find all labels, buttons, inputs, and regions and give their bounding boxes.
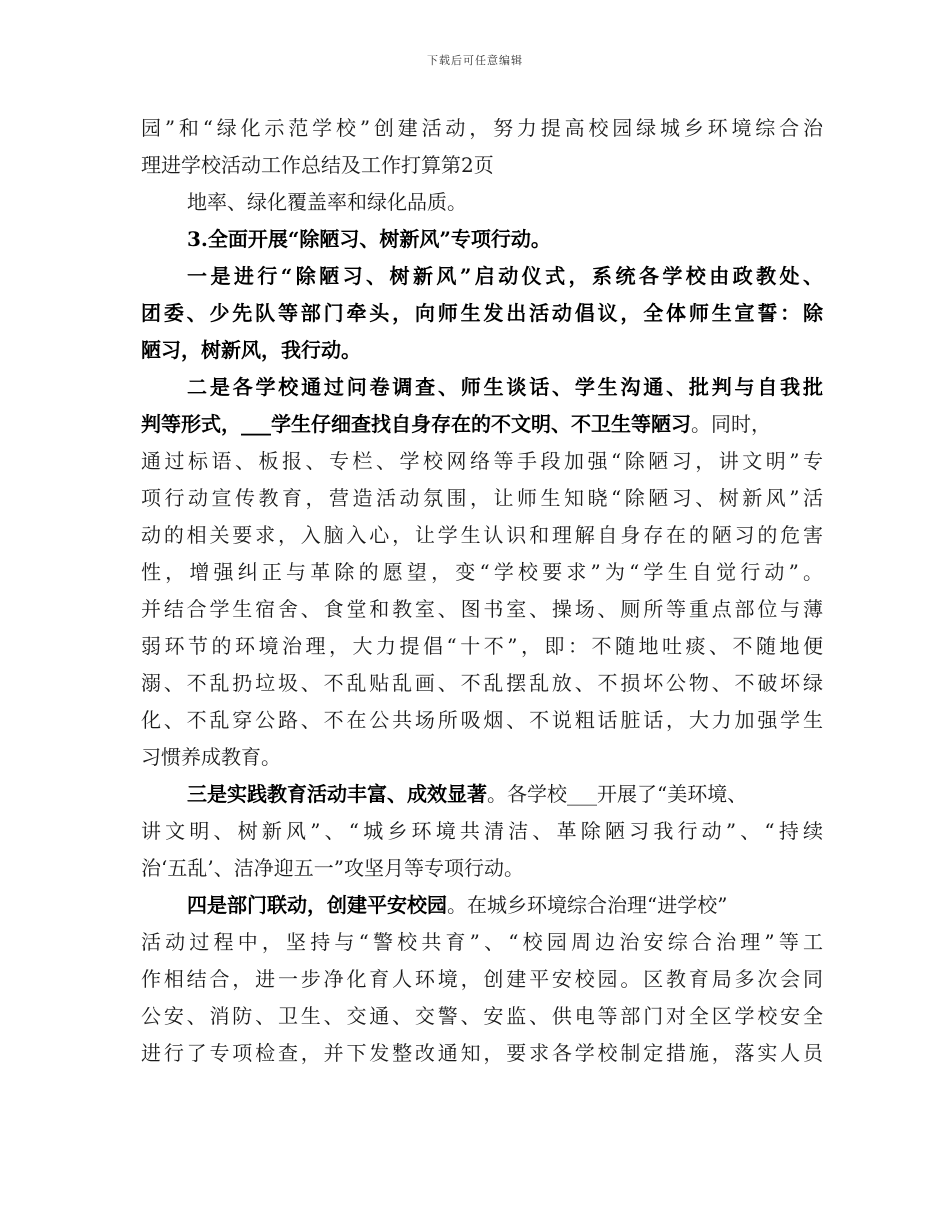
paragraph-line: 一是进行“除陋习、树新风”启动仪式，系统各学校由政教处、 — [187, 264, 823, 288]
section-heading: 3.全面开展“除陋习、树新风”专项行动。 — [187, 227, 551, 251]
paragraph-line — [141, 776, 823, 813]
paragraph-line: 化、不乱穿公路、不在公共场所吸烟、不说粗话脏话，大力加强学生 — [141, 708, 823, 732]
paragraph-line: 讲文明、树新风”、“城乡环境共清洁、革除陋习我行动”、“持续 — [141, 819, 823, 843]
paragraph-line: 二是各学校通过问卷调查、师生谈话、学生沟通、批判与自我批 — [187, 375, 823, 399]
paragraph-line: 习惯养成教育。 — [141, 745, 281, 769]
paragraph-line — [141, 887, 823, 924]
emphasis-text: 四是部门联动，创建平安校园 — [187, 893, 447, 917]
paragraph-line: 公安、消防、卫生、交通、交警、安监、供电等部门对全区学校安全 — [141, 1004, 823, 1028]
document-body — [141, 110, 823, 1072]
emphasis-text: 判等形式，___学生仔细查找自身存在的不文明、不卫生等陋习 — [141, 412, 691, 436]
paragraph-text: 。各学校___开展了“美环境、 — [487, 782, 748, 806]
paragraph-line: 治‘五乱’、洁净迎五一”攻坚月等专项行动。 — [141, 856, 524, 880]
paragraph-line: 陋习，树新风，我行动。 — [141, 338, 361, 362]
paragraph-line: 园”和“绿化示范学校”创建活动，努力提高校园绿城乡环境综合治 — [141, 116, 823, 140]
paragraph-line: 并结合学生宿舍、食堂和教室、图书室、操场、厕所等重点部位与薄 — [141, 597, 823, 621]
emphasis-text: 三是实践教育活动丰富、成效显著 — [187, 782, 487, 806]
header-note: 下载后可任意编辑 — [427, 54, 523, 67]
paragraph-text: 。在城乡环境综合治理“进学校” — [447, 893, 728, 917]
paragraph-line: 团委、少先队等部门牵头，向师生发出活动倡议，全体师生宣誓：除 — [141, 301, 823, 325]
paragraph-line: 进行了专项检查，并下发整改通知，要求各学校制定措施，落实人员 — [141, 1041, 823, 1065]
paragraph-line: 动的相关要求，入脑入心，让学生认识和理解自身存在的陋习的危害 — [141, 523, 823, 547]
paragraph-line: 溺、不乱扔垃圾、不乱贴乱画、不乱摆乱放、不损坏公物、不破坏绿 — [141, 671, 823, 695]
paragraph-text: 。同时， — [691, 412, 771, 436]
paragraph-line — [141, 406, 823, 443]
paragraph-line: 活动过程中，坚持与“警校共育”、“校园周边治安综合治理”等工 — [141, 930, 823, 954]
paragraph-line: 理进学校活动工作总结及工作打算第2页 — [141, 153, 494, 177]
paragraph-line: 弱环节的环境治理，大力提倡“十不”，即：不随地吐痰、不随地便 — [141, 634, 823, 658]
paragraph-line: 性，增强纠正与革除的愿望，变“学校要求”为“学生自觉行动”。 — [141, 560, 823, 584]
paragraph-line: 通过标语、板报、专栏、学校网络等手段加强“除陋习，讲文明”专 — [141, 449, 823, 473]
paragraph-line: 作相结合，进一步净化育人环境，创建平安校园。区教育局多次会同 — [141, 967, 823, 991]
paragraph-line: 项行动宣传教育，营造活动氛围，让师生知晓“除陋习、树新风”活 — [141, 486, 823, 510]
paragraph-line: 地率、绿化覆盖率和绿化品质。 — [187, 190, 467, 214]
